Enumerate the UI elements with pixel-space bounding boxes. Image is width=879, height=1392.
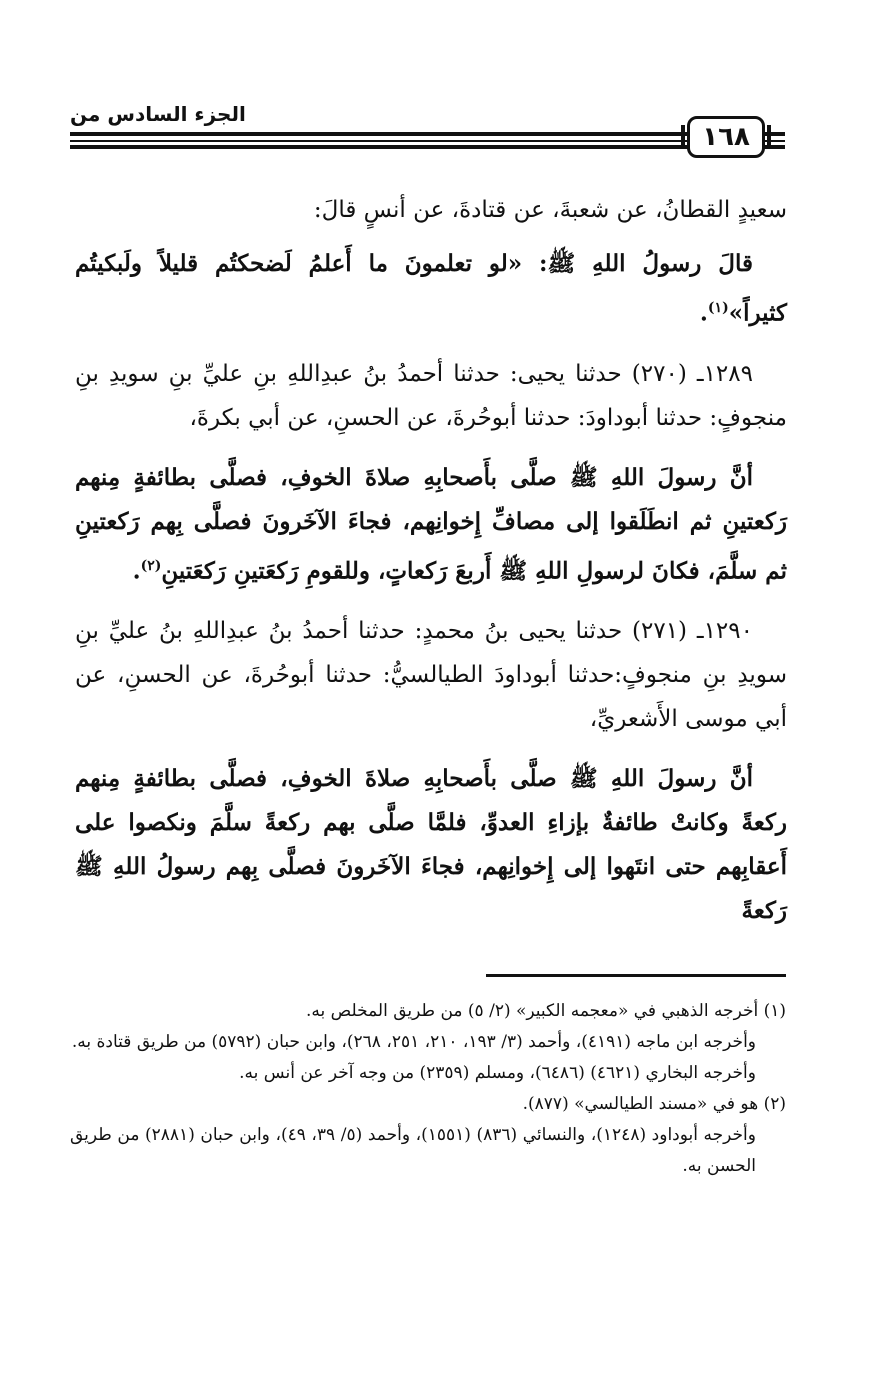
footnote-1-ibn-majah: وأخرجه ابن ماجه (٤١٩١)، وأحمد (٣/ ١٩٣، ٢١٠، ٢٥١، ٢٦٨)، وابن حبان (٥٧٩٢) من طريق قتادة به. <box>71 1032 756 1052</box>
hadith-text-1289-body: أنَّ رسولَ اللهِ ﷺ صلَّى بأَصحابِهِ صلاةَ الخوفِ، فصلَّى بطائفةٍ مِنهم رَكعتينِ ثم انطَلَقوا إلى مصافِّ إِخوانِهم، فجاءَ الآخَرونَ فصلَّى بِهم رَكعتينِ ثم سلَّمَ، فكانَ لرسولِ اللهِ ﷺ أَربعَ رَكعاتٍ، وللقومِ رَكعَتينِ رَكعَتينِ <box>75 463 787 585</box>
hadith-text-1 <box>75 242 787 336</box>
footnote-ref-2: (٢) <box>140 557 162 574</box>
footnote-ref-1: (١) <box>707 300 729 316</box>
footnote-2-abu-dawud: وأخرجه أبوداود (١٢٤٨)، والنسائي (٨٣٦) (١٥٥١)، وأحمد (٥/ ٣٩، ٤٩)، وابن حبان (٢٨٨١) من طريق الحسن به. <box>70 1125 756 1176</box>
footnote-separator <box>486 974 786 977</box>
page-number: ١٦٨ <box>702 122 750 152</box>
footnotes <box>70 996 786 1182</box>
isnad-1289: ١٢٨٩ـ (٢٧٠) حدثنا يحيى: حدثنا أحمدُ بنُ عبدِاللهِ بنِ عليِّ بنِ سويدِ بنِ منجوفٍ: حدثنا أبوداودَ: حدثنا أبوحُرةَ، عن الحسنِ، عن أبي بكرةَ، <box>75 360 787 431</box>
isnad-continuation: سعيدٍ القطانُ، عن شعبةَ، عن قتادةَ، عن أنسٍ قالَ: <box>313 197 787 223</box>
hadith-text-1289-end: . <box>132 557 141 585</box>
footnote-2: (٢) هو في «مسند الطيالسي» (٨٧٧). <box>522 1094 786 1114</box>
page-number-box <box>687 116 765 158</box>
hadith-text-1-body: قالَ رسولُ اللهِ ﷺ: «لو تعلمونَ ما أَعلمُ لَضحكتُم قليلاً ولَبكيتُم كثيراً» <box>75 250 787 327</box>
running-title: الجزء السادس من <box>70 102 246 126</box>
header-rule-middle <box>70 140 785 142</box>
hadith-text-1290: أنَّ رسولَ اللهِ ﷺ صلَّى بأَصحابِهِ صلاةَ الخوفِ، فصلَّى بطائفةٍ مِنهم ركعةً وكانتْ طائفةٌ بإزاءِ العدوِّ، فلمَّا صلَّى بهم ركعةً سلَّمَ ونكصوا على أَعقابِهم حتى انتَهوا إلى إِخوانِهم، فجاءَ الآخَرونَ فصلَّى بِهم رسولُ اللهِ ﷺ رَكعةً <box>75 765 787 925</box>
header-rule-top <box>70 132 785 136</box>
header-rule-bottom <box>70 145 785 149</box>
footnote-1: (١) أخرجه الذهبي في «معجمه الكبير» (٢/ ٥) من طريق المخلص به. <box>306 1001 786 1021</box>
main-text <box>75 188 787 933</box>
hadith-text-1289 <box>75 456 787 594</box>
footnote-1-bukhari: وأخرجه البخاري (٤٦٢١) (٦٤٨٦)، ومسلم (٢٣٥٩) من وجه آخر عن أنس به. <box>239 1063 756 1083</box>
page-header <box>70 100 785 170</box>
hadith-text-1-end: . <box>699 299 708 327</box>
isnad-1290: ١٢٩٠ـ (٢٧١) حدثنا يحيى بنُ محمدٍ: حدثنا أحمدُ بنُ عبدِاللهِ بنُ عليِّ بنِ سويدِ بنِ منجوفٍ:حدثنا أبوداودَ الطيالسيُّ: حدثنا أبوحُرةَ، عن الحسنِ، عن أبي موسى الأَشعريِّ، <box>75 618 787 733</box>
